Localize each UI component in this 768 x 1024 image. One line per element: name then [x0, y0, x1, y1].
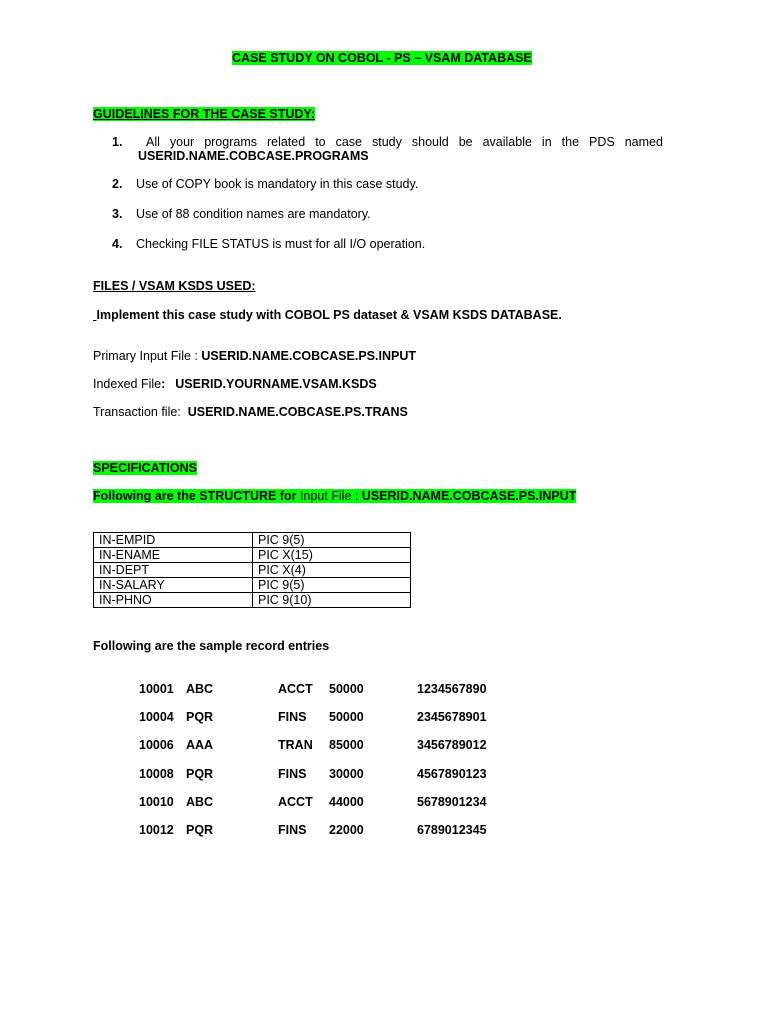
record-salary: 30000 — [329, 766, 364, 781]
implement-note — [93, 308, 562, 322]
transaction-file — [93, 405, 408, 419]
structure-row — [94, 533, 411, 548]
indexed-file-label: Indexed File — [93, 377, 162, 391]
guideline-item-1-word: should — [411, 135, 449, 149]
record-phno: 5678901234 — [417, 794, 487, 809]
record-empid: 10004 — [139, 710, 174, 725]
record-ename: PQR — [186, 766, 214, 781]
record-dept: ACCT — [278, 794, 313, 809]
guideline-item-1-word: the — [561, 135, 580, 149]
structure-row — [94, 593, 411, 608]
guidelines-heading-text: GUIDELINES FOR THE CASE STUDY: — [93, 107, 316, 121]
guideline-item-3-number: 3. — [112, 207, 123, 221]
transaction-file-value: USERID.NAME.COBCASE.PS.TRANS — [187, 405, 408, 419]
guideline-item-1-word: PDS — [589, 135, 615, 149]
guideline-item-4-number: 4. — [112, 237, 123, 251]
guideline-item-2-text: Use of COPY book is mandatory in this case study. — [136, 177, 419, 191]
field-name-cell: IN-SALARY — [94, 578, 253, 593]
record-dept: ACCT — [278, 682, 313, 696]
record-dept: FINS — [278, 710, 307, 725]
specifications-heading — [93, 461, 197, 475]
guideline-item-1-word: related — [266, 135, 306, 149]
guideline-item-1-word: study — [372, 135, 402, 149]
record-dept: FINS — [278, 766, 307, 781]
guideline-item-1-word: in — [541, 135, 552, 149]
field-name-cell: IN-DEPT — [94, 563, 253, 578]
field-pic-cell: PIC X(15) — [253, 548, 411, 563]
implement-note-text: Implement this case study with COBOL PS dataset & VSAM KSDS DATABASE. — [96, 308, 562, 322]
guideline-item-1-word: case — [335, 135, 363, 149]
record-phno: 4567890123 — [417, 766, 487, 781]
field-pic-cell: PIC 9(10) — [253, 593, 411, 608]
record-empid: 10006 — [139, 738, 174, 753]
record-salary: 22000 — [329, 823, 364, 837]
record-salary: 85000 — [329, 738, 364, 753]
structure-mid: Input File : — [296, 489, 362, 503]
record-empid: 10008 — [139, 766, 174, 781]
primary-input-file — [93, 349, 416, 363]
record-salary: 44000 — [329, 794, 364, 809]
field-pic-cell: PIC X(4) — [253, 563, 411, 578]
guideline-item-1-word: All — [145, 135, 160, 149]
field-name-cell: IN-PHNO — [94, 593, 253, 608]
document-title-text: CASE STUDY ON COBOL - PS – VSAM DATABASE — [232, 51, 532, 65]
record-phno: 1234567890 — [417, 682, 487, 696]
record-phno: 3456789012 — [417, 738, 487, 753]
structure-row — [94, 578, 411, 593]
guideline-item-1-word: named — [624, 135, 663, 149]
specifications-heading-text: SPECIFICATIONS — [93, 461, 197, 475]
structure-value: USERID.NAME.COBCASE.PS.INPUT — [361, 489, 577, 503]
structure-row — [94, 563, 411, 578]
field-pic-cell: PIC 9(5) — [253, 533, 411, 548]
input-structure-table — [93, 532, 411, 608]
guideline-item-2 — [112, 177, 418, 191]
guideline-item-3-text: Use of 88 condition names are mandatory. — [136, 207, 371, 221]
transaction-file-label: Transaction file: — [93, 405, 188, 419]
record-empid: 10010 — [139, 794, 174, 809]
structure-line — [93, 489, 576, 503]
record-salary: 50000 — [329, 710, 364, 725]
field-pic-cell: PIC 9(5) — [253, 578, 411, 593]
record-ename: PQR — [186, 823, 214, 837]
guideline-item-1-word: be — [458, 135, 473, 149]
guideline-item-1-word: to — [315, 135, 326, 149]
guideline-item-4 — [112, 237, 425, 251]
record-phno: 6789012345 — [417, 823, 487, 837]
record-salary: 50000 — [329, 682, 364, 696]
record-empid: 10001 — [139, 682, 174, 696]
structure-row — [94, 548, 411, 563]
record-ename: ABC — [186, 682, 214, 696]
field-name-cell: IN-EMPID — [94, 533, 253, 548]
files-heading: FILES / VSAM KSDS USED: — [93, 279, 256, 293]
indexed-file-colon: : — [161, 377, 166, 391]
guideline-item-4-text: Checking FILE STATUS is must for all I/O operation. — [136, 237, 426, 251]
primary-input-label: Primary Input File : — [93, 349, 202, 363]
guideline-item-1-word: available — [482, 135, 532, 149]
guideline-item-1-word: programs — [204, 135, 257, 149]
guideline-item-3 — [112, 207, 371, 221]
guideline-item-1-pds-name: USERID.NAME.COBCASE.PROGRAMS — [138, 149, 369, 163]
guideline-item-2-number: 2. — [112, 177, 123, 191]
guideline-item-1-word: your — [169, 135, 195, 149]
indexed-file — [93, 377, 377, 391]
field-name-cell: IN-ENAME — [94, 548, 253, 563]
guideline-item-1 — [112, 135, 663, 149]
record-ename: AAA — [186, 738, 214, 753]
sample-heading: Following are the sample record entries — [93, 639, 330, 653]
primary-input-value: USERID.NAME.COBCASE.PS.INPUT — [201, 349, 416, 363]
record-ename: ABC — [186, 794, 214, 809]
guideline-item-1-number: 1. — [112, 135, 123, 149]
record-ename: PQR — [186, 710, 214, 725]
record-dept: TRAN — [278, 738, 313, 753]
record-dept: FINS — [278, 823, 307, 837]
document-title — [232, 51, 532, 65]
guidelines-heading — [93, 107, 315, 121]
indexed-file-value: USERID.YOURNAME.VSAM.KSDS — [175, 377, 377, 391]
structure-prefix: Following are the STRUCTURE for — [93, 489, 297, 503]
record-phno: 2345678901 — [417, 710, 487, 725]
record-empid: 10012 — [139, 823, 174, 837]
